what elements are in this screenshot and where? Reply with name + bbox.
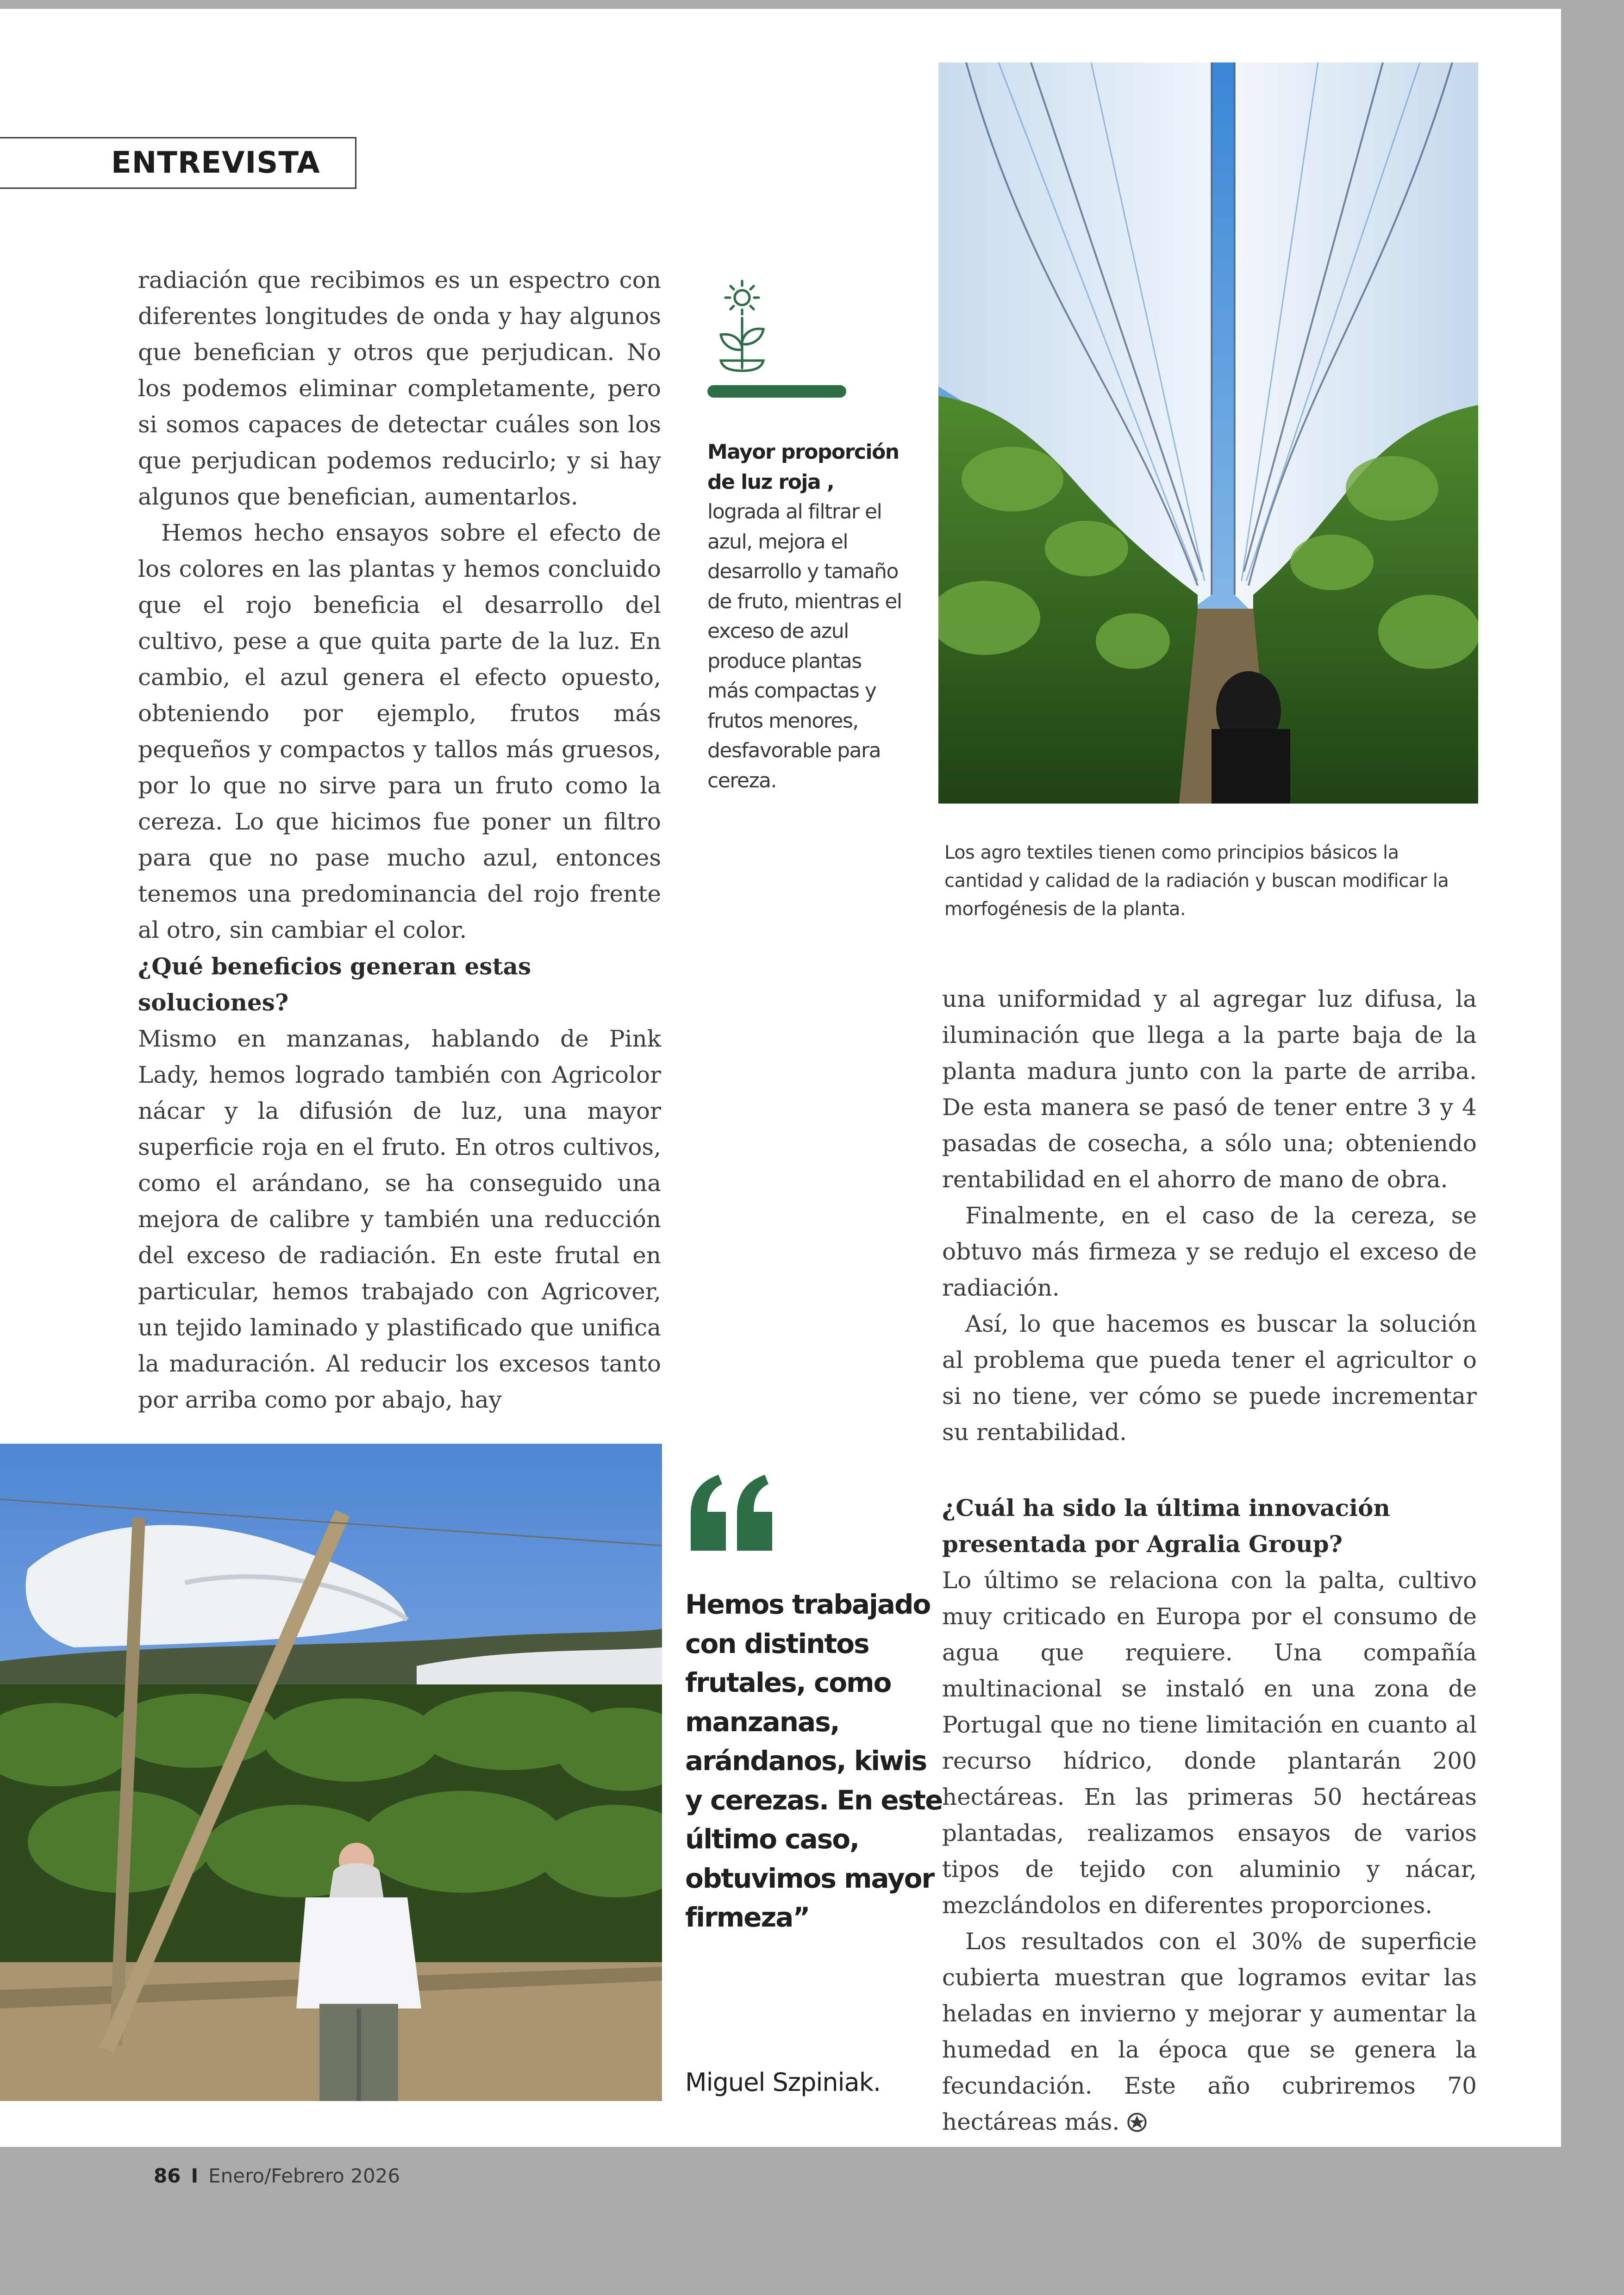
issue-date: Enero/Febrero 2026 [208, 2164, 400, 2187]
article-column-3 [942, 981, 1477, 1450]
sidebar-body: lograda al filtrar el azul, mejora el desarrollo y tamaño de fruto, mientras el exceso de azul produce plantas más compactas y frutos menores, desfavorable para cereza. [707, 500, 902, 792]
page-number: 86 [154, 2164, 181, 2187]
section-label: ENTREVISTA [0, 137, 356, 189]
interviewee-orchard-photo [0, 1444, 662, 2101]
sun-plant-icon [713, 277, 771, 374]
article-column-2 [138, 948, 661, 1418]
paragraph-text: Los resultados con el 30% de superficie cubierta muestran que logramos evitar las heladas en invierno y mejorar y aumentar la humedad en la época que se genera la fecundación. Este año cubriremos 70 hectáreas más. [942, 1928, 1477, 2135]
footer-separator: I [191, 2164, 199, 2187]
paragraph [942, 1923, 1477, 2140]
quote-author: Miguel Szpiniak. [685, 2068, 881, 2097]
orchard-tunnel-photo [938, 62, 1478, 804]
magazine-page [0, 9, 1561, 2147]
sidebar-bold-lead: Mayor proporción de luz roja , [707, 440, 899, 494]
paragraph: una uniformidad y al agregar luz difusa, la iluminación que llega a la parte baja de la planta madura junto con la parte de arriba. De esta manera se pasó de tener entre 3 y 4 pasadas de cosecha, a sólo una; obteniendo rentabilidad en el ahorro de mano de obra. [942, 985, 1477, 1193]
paragraph: radiación que recibimos es un espectro con diferentes longitudes de onda y hay algunos que benefician y otros que perjudican. No los podemos eliminar completamente, pero si somos capaces de detectar cuáles son los que perjudican podemos reducirlo; y si hay algunos que benefician, aumentarlos. [138, 267, 661, 510]
end-of-article-icon [1127, 2112, 1147, 2133]
paragraph: Hemos hecho ensayos sobre el efecto de los colores en las plantas y hemos concluido que el rojo beneficia el desarrollo del cultivo, pese a que quita parte de la luz. En cambio, el azul genera el efecto opuesto, obteniendo por ejemplo, frutos más pequeños y compactos y tallos más gruesos, por lo que no sirve para un fruto como la cereza. Lo que hicimos fue poner un filtro para que no pase mucho azul, entonces tenemos una predominancia del rojo frente al otro, sin cambiar el color. [138, 519, 661, 943]
photo-caption: Los agro textiles tienen como principios básicos la cantidad y calidad de la radiación y buscan modificar la morfogénesis de la planta. [944, 842, 1449, 920]
paragraph: Finalmente, en el caso de la cereza, se obtuvo más firmeza y se redujo el exceso de radiación. [942, 1202, 1477, 1301]
accent-bar [707, 385, 846, 398]
page-footer [154, 2164, 400, 2187]
quote-mark-icon [685, 1469, 778, 1562]
interview-question: ¿Cuál ha sido la última innovación presentada por Agralia Group? [942, 1494, 1390, 1558]
sidebar-text [707, 437, 902, 796]
paragraph: Así, lo que hacemos es buscar la solución al problema que pueda tener el agricultor o si no tiene, ver cómo se puede incrementar su rentabilidad. [942, 1310, 1477, 1446]
sidebar-highlight [707, 277, 902, 796]
pull-quote: Hemos trabajado con distintos frutales, como manzanas, arándanos, kiwis y cerezas. En este último caso, obtuvimos mayor firmeza” [685, 1589, 943, 1933]
article-column-4 [942, 1490, 1477, 2140]
paragraph: Lo último se relaciona con la palta, cultivo muy criticado en Europa por el consumo de agua que requiere. Una compañía multinacional se instaló en una zona de Portugal que no tiene limitación en cuanto al recurso hídrico, donde plantarán 200 hectáreas. En las primeras 50 hectáreas plantadas, realizamos ensayos de varios tipos de tejido con aluminio y nácar, mezclándolos en diferentes proporciones. [942, 1567, 1477, 1919]
article-column-1 [138, 262, 661, 948]
interview-question: ¿Qué beneficios generan estas soluciones? [138, 953, 531, 1016]
paragraph: Mismo en manzanas, hablando de Pink Lady, hemos logrado también con Agricolor nácar y la difusión de luz, una mayor superficie roja en el fruto. En otros cultivos, como el arándano, se ha conseguido una mejora de calibre y también una reducción del exceso de radiación. En este frutal en particular, hemos trabajado con Agricover, un tejido laminado y plastificado que unifica la maduración. Al reducir los excesos tanto por arriba como por abajo, hay [138, 1025, 661, 1413]
